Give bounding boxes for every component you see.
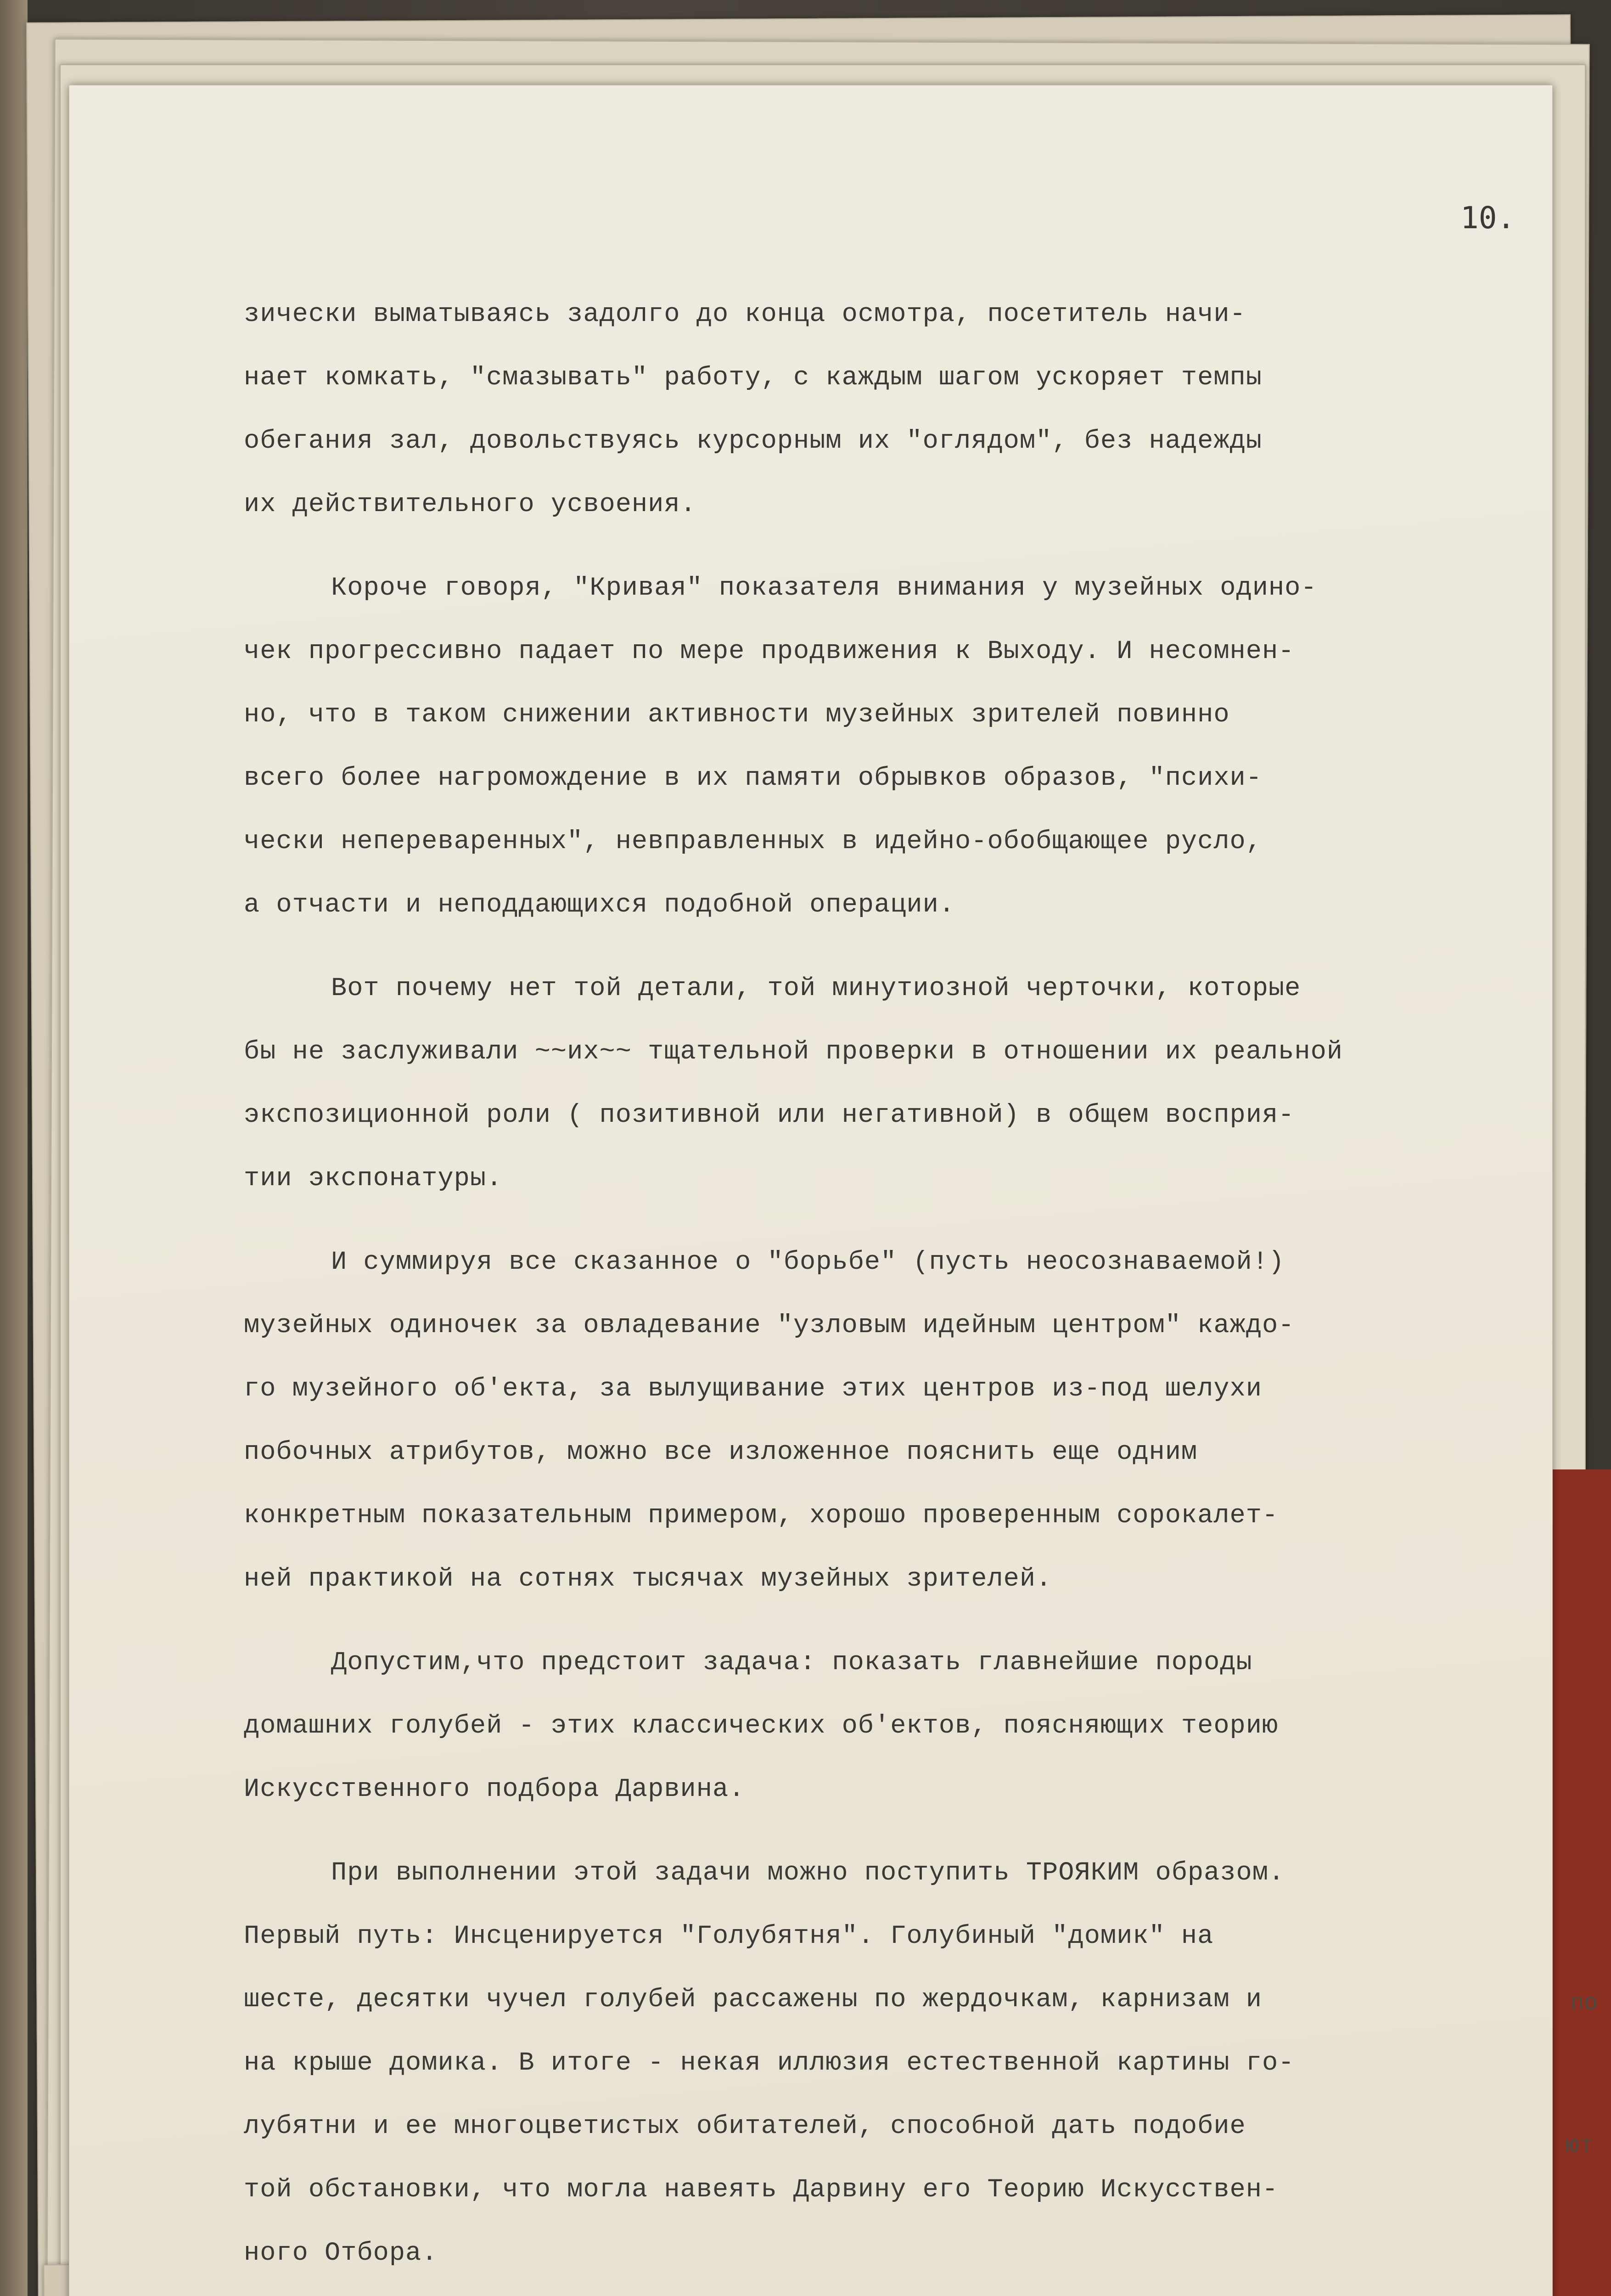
text-line: лубятни и ее многоцветистых обитателей, способной дать подобие [244, 2112, 1246, 2141]
margin-fragment: по [1570, 1988, 1598, 2015]
text-line: шесте, десятки чучел голубей рассажены по жердочкам, карнизам и [244, 1985, 1262, 2015]
text-line: ней практикой на сотнях тысячах музейных зрителей. [244, 1564, 1052, 1594]
text-line: конкретным показательным примером, хорошо проверенным сорокалет- [244, 1501, 1279, 1531]
text-line: чек прогрессивно падает по мере продвижения к Выходу. И несомнен- [244, 637, 1295, 666]
text-line: музейных одиночек за овладевание "узловым идейным центром" каждо- [244, 1311, 1295, 1340]
text-line: Короче говоря, "Кривая" показателя внимания у музейных одино- [331, 574, 1317, 603]
text-line: экспозиционной роли ( позитивной или негативной) в общем восприя- [244, 1101, 1295, 1130]
text-line: Первый путь: Инсценируется "Голубятня". Голубиный "домик" на [244, 1922, 1214, 1951]
text-line: всего более нагромождение в их памяти обрывков образов, "психи- [244, 764, 1262, 793]
text-line: ного Отбора. [244, 2239, 438, 2268]
text-line: нает комкать, "смазывать" работу, с каждым шагом ускоряет темпы [244, 363, 1262, 393]
text-line: чески непереваренных", невправленных в идейно-обобщающее русло, [244, 827, 1262, 856]
text-line: но, что в таком снижении активности музейных зрителей повинно [244, 700, 1230, 730]
text-line: а отчасти и неподдающихся подобной операции. [244, 890, 955, 920]
binding-edge [0, 0, 28, 2296]
text-line: обегания зал, довольствуясь курсорным их "оглядом", без надежды [244, 427, 1262, 456]
text-line: го музейного об'екта, за вылущивание этих центров из-под шелухи [244, 1374, 1262, 1404]
text-line: тии экспонатуры. [244, 1164, 503, 1193]
red-folder-edge [1552, 1469, 1611, 2296]
margin-fragment: ют [1566, 2131, 1594, 2157]
text-line: бы не заслуживали ~~их~~ тщательной проверки в отношении их реальной [244, 1037, 1343, 1067]
text-line: Искусственного подбора Дарвина. [244, 1775, 745, 1804]
text-line: Вот почему нет той детали, той минутиозной черточки, которые [331, 974, 1301, 1003]
text-line: побочных атрибутов, можно все изложенное пояснить еще одним [244, 1438, 1198, 1467]
typewritten-page [69, 85, 1553, 2296]
text-line: При выполнении этой задачи можно поступить ТРОЯКИМ образом. [331, 1858, 1285, 1888]
page-text [244, 283, 1525, 2285]
page-number: 10. [1460, 200, 1516, 236]
text-line: зически выматываясь задолго до конца осмотра, посетитель начи- [244, 300, 1246, 329]
text-line: их действительного усвоения. [244, 490, 696, 519]
text-line: домашних голубей - этих классических об'ектов, поясняющих теорию [244, 1711, 1279, 1741]
text-line: И суммируя все сказанное о "борьбе" (пусть неосознаваемой!) [331, 1248, 1285, 1277]
text-line: на крыше домика. В итоге - некая иллюзия естественной картины го- [244, 2048, 1295, 2078]
text-line: той обстановки, что могла навеять Дарвину его Теорию Искусствен- [244, 2175, 1279, 2205]
text-line: Допустим,что предстоит задача: показать главнейшие породы [331, 1648, 1252, 1677]
